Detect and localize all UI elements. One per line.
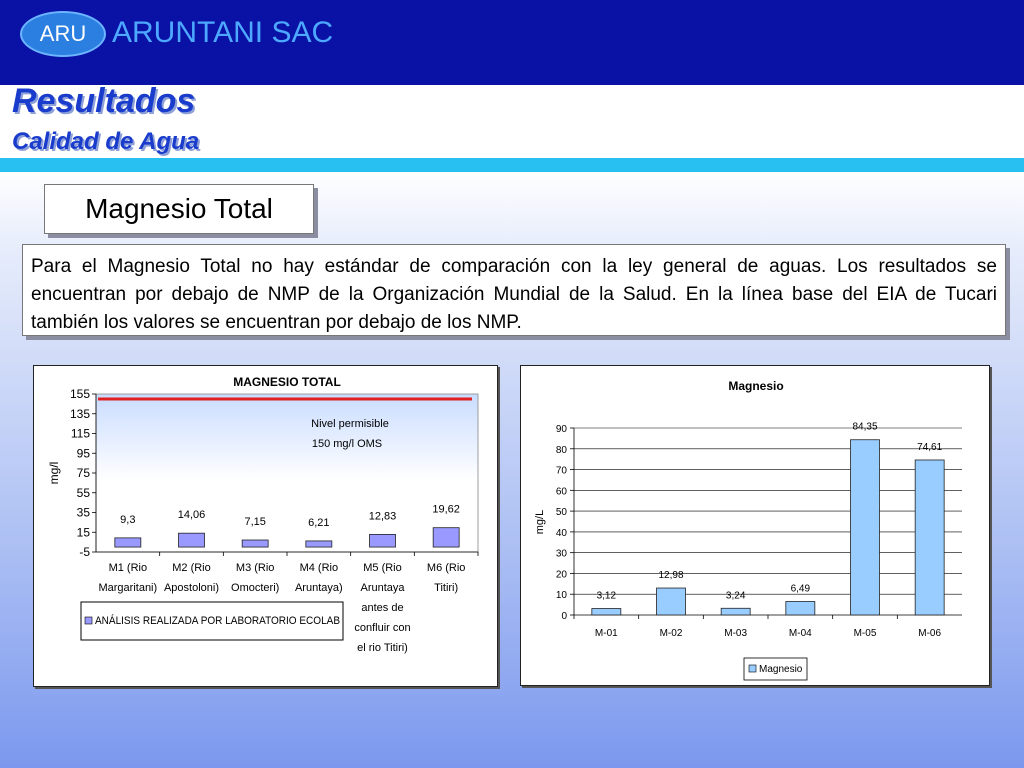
chart2-ytick-label: 10 xyxy=(555,590,567,602)
chart1-plot-area xyxy=(96,394,478,552)
chart2-value-label: 84,35 xyxy=(852,421,878,433)
chart2-bar xyxy=(915,460,944,615)
chart2-category-label: M-02 xyxy=(659,628,683,639)
chart2-ytick-label: 50 xyxy=(555,507,567,519)
chart-magnesio-total xyxy=(34,366,497,686)
chart2-ytick-label: 30 xyxy=(555,548,567,560)
chart1-bar xyxy=(115,538,141,547)
chart1-category-label: Titiri) xyxy=(434,582,459,594)
chart1-ytick-label: 155 xyxy=(69,387,90,401)
chart1-ytick-label: 75 xyxy=(76,466,90,480)
chart1-ytick-label: 35 xyxy=(76,505,90,520)
chart2-ytick-label: 80 xyxy=(555,444,567,456)
description-paragraph: Para el Magnesio Total no hay estándar de comparación con la ley general de aguas. Los resultados se encuentran por debajo de NMP de la Organización Mundial de la Salud. En la línea base del EIA de Tucari también los valores se encuentran por debajo de los NMP. xyxy=(22,244,1006,336)
chart1-category-label: M5 (Rio xyxy=(363,562,402,574)
chart1-ytick-label: -5 xyxy=(79,545,90,559)
chart1-category-label: Aruntaya xyxy=(360,582,405,594)
chart1-ytick-label: 115 xyxy=(70,426,90,441)
chart1-value-label: 12,83 xyxy=(368,510,397,523)
section-label: Magnesio Total xyxy=(44,184,314,234)
chart2-legend-label: Magnesio xyxy=(759,664,803,675)
chart1-ylabel: mg/l xyxy=(47,461,61,485)
company-logo: ARU xyxy=(20,11,106,57)
chart1-title: MAGNESIO TOTAL xyxy=(233,375,341,389)
chart1-category-label: Omocteri) xyxy=(231,582,280,594)
chart2-value-label: 3,24 xyxy=(725,590,746,602)
chart2-bar xyxy=(592,609,621,615)
header-bar xyxy=(0,0,1024,85)
chart1-category-label: M2 (Rio xyxy=(172,562,211,574)
chart2-category-label: M-03 xyxy=(724,628,748,639)
chart2-title: Magnesio xyxy=(728,379,784,393)
chart1-category-label: M4 (Rio xyxy=(299,562,339,574)
chart1-category-label: antes de xyxy=(361,602,404,614)
chart1-category-label: confluir con xyxy=(354,622,411,634)
chart2-value-label: 6,49 xyxy=(790,583,811,595)
chart1-bar xyxy=(370,534,396,547)
chart2-ytick-label: 60 xyxy=(555,486,567,498)
chart2-value-label: 74,61 xyxy=(917,441,943,453)
chart1-category-label: el rio Titiri) xyxy=(357,642,408,654)
chart2-value-label: 12,98 xyxy=(658,570,684,582)
chart2-ytick-label: 40 xyxy=(555,527,567,539)
chart1-bar xyxy=(179,533,205,547)
page-subtitle: Calidad de Agua xyxy=(12,128,200,155)
company-name: ARUNTANI SAC xyxy=(112,16,334,49)
chart1-category-label: M6 (Rio xyxy=(426,562,466,574)
chart1-value-label: 7,15 xyxy=(244,516,266,529)
chart1-category-label: Aruntaya) xyxy=(294,582,343,594)
chart2-ytick-label: 0 xyxy=(561,611,567,622)
chart1-reference-label: 150 mg/l OMS xyxy=(311,438,383,450)
chart1-ytick-label: 55 xyxy=(76,485,90,500)
chart1-category-label: M1 (Rio xyxy=(108,562,148,574)
chart2-category-label: M-01 xyxy=(594,628,618,639)
chart-magnesio-panel xyxy=(520,365,990,686)
chart1-bar xyxy=(433,528,459,547)
chart2-bar xyxy=(657,588,686,615)
chart1-bar xyxy=(242,540,268,547)
chart1-value-label: 9,3 xyxy=(120,513,136,526)
chart-magnesio xyxy=(521,366,989,685)
chart1-category-label: Margaritani) xyxy=(98,582,158,594)
chart2-category-label: M-05 xyxy=(853,628,877,639)
chart2-category-label: M-04 xyxy=(788,628,812,639)
chart1-category-label: Apostoloni) xyxy=(163,582,220,594)
chart1-bar xyxy=(306,541,332,547)
chart1-ytick-label: 135 xyxy=(69,406,90,421)
chart2-category-label: M-06 xyxy=(918,628,942,639)
chart2-ytick-label: 70 xyxy=(555,465,567,477)
chart1-category-label: M3 (Rio xyxy=(235,562,275,574)
chart2-ytick-label: 20 xyxy=(555,569,567,581)
page-title: Resultados xyxy=(12,82,196,120)
chart2-bar xyxy=(786,602,815,615)
chart1-value-label: 14,06 xyxy=(177,509,206,522)
chart1-legend-swatch xyxy=(85,617,92,624)
chart2-legend-swatch xyxy=(749,665,756,672)
chart-magnesio-total-panel xyxy=(33,365,498,687)
divider-bar xyxy=(0,158,1024,172)
chart2-bar xyxy=(851,440,880,615)
chart2-bar xyxy=(721,608,750,615)
chart1-value-label: 6,21 xyxy=(308,516,330,529)
chart1-value-label: 19,62 xyxy=(432,503,460,516)
chart1-ytick-label: 15 xyxy=(76,525,90,540)
chart2-value-label: 3,12 xyxy=(596,590,617,602)
chart1-reference-label: Nivel permisible xyxy=(311,418,389,430)
chart2-ytick-label: 90 xyxy=(555,424,567,435)
chart1-legend-label: ANÁLISIS REALIZADA POR LABORATORIO ECOLAB xyxy=(95,615,365,627)
chart2-ylabel: mg/L xyxy=(534,509,546,535)
chart1-ytick-label: 95 xyxy=(76,446,90,461)
